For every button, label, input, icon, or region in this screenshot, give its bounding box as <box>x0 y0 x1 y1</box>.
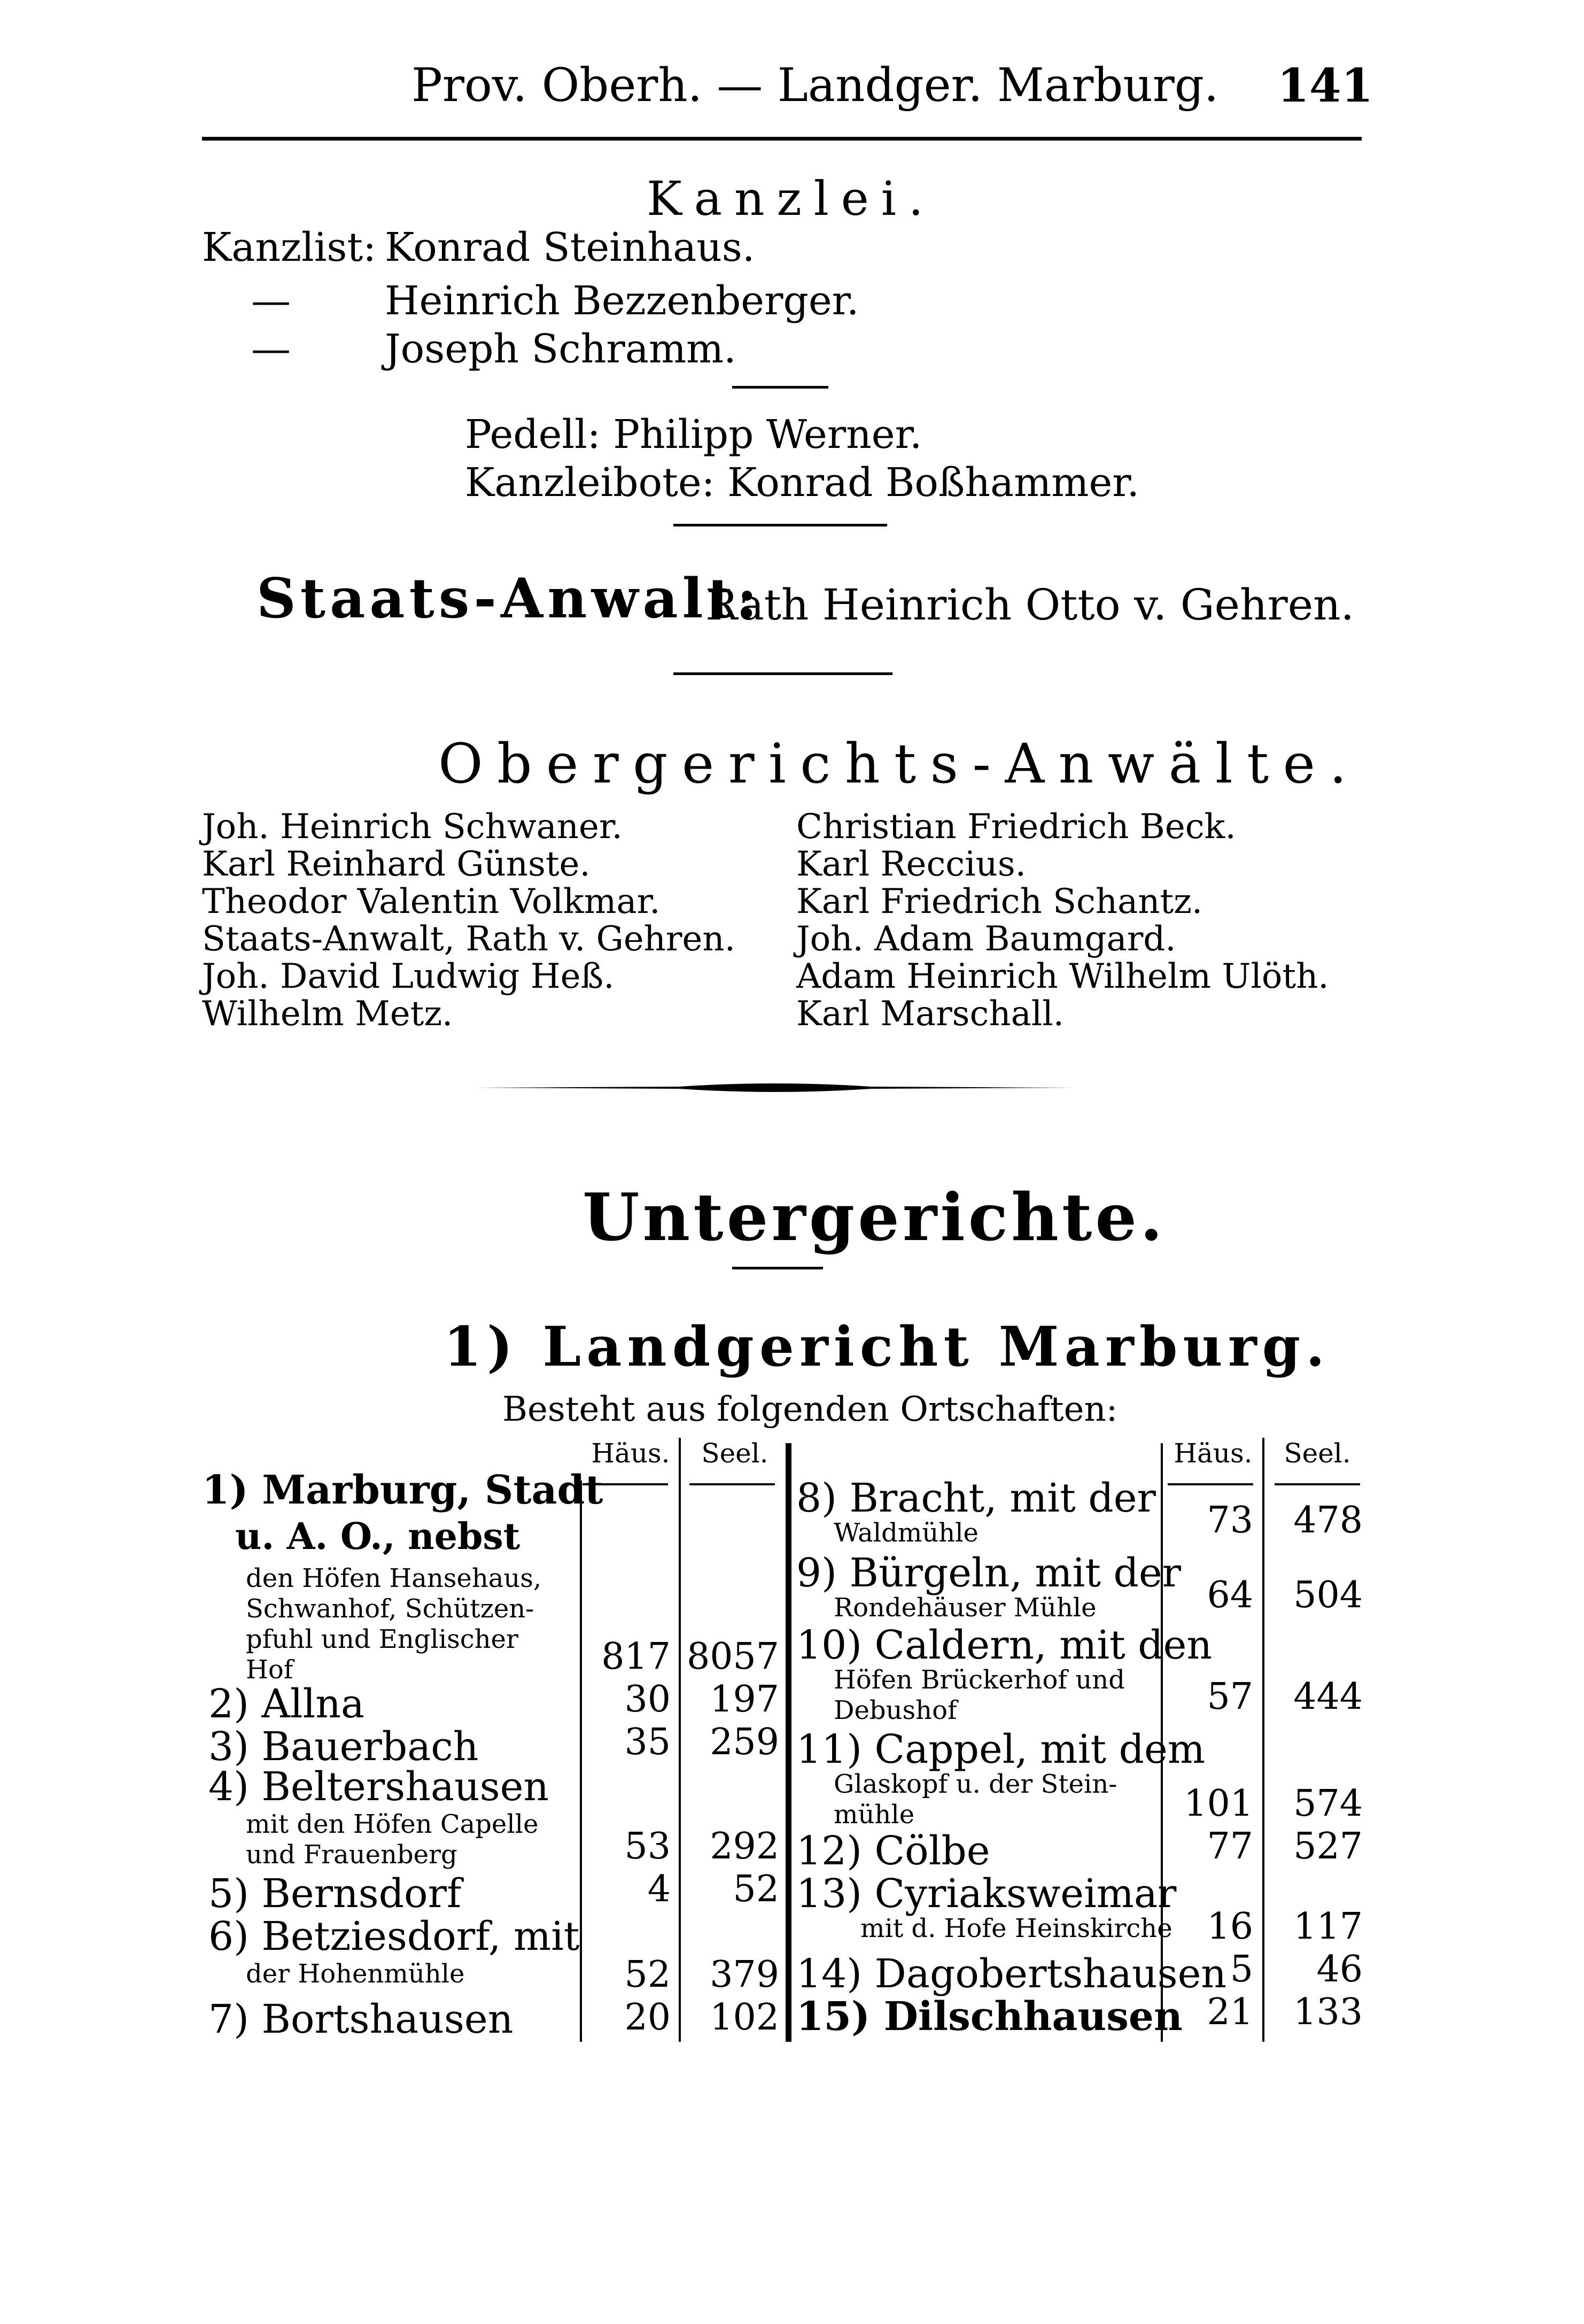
row-14-seelen: 46 <box>1316 1948 1363 1990</box>
rule-hline-left-2 <box>689 1483 775 1485</box>
row-11-sub-2: mühle <box>834 1800 915 1830</box>
anwalt-left-3: Theodor Valentin Volkmar. <box>202 882 661 921</box>
row-10-haeuser: 57 <box>1207 1676 1253 1718</box>
row-3-haeuser: 35 <box>624 1721 671 1763</box>
staatsanwalt-rule <box>673 672 892 675</box>
row-9-haeuser: 64 <box>1207 1574 1253 1616</box>
row-11-seelen: 574 <box>1293 1783 1363 1825</box>
anwalt-right-3: Karl Friedrich Schantz. <box>796 882 1203 921</box>
row-9-seelen: 504 <box>1293 1574 1363 1616</box>
row-14-haeuser: 5 <box>1230 1948 1253 1990</box>
row-11-name: 11) Cappel, mit dem <box>796 1726 1205 1772</box>
row-3-name: 3) Bauerbach <box>208 1724 479 1770</box>
rule-hline-right-2 <box>1275 1483 1360 1485</box>
row-10-sub-2: Debushof <box>834 1695 957 1725</box>
pedell: Pedell: Philipp Werner. <box>465 412 922 458</box>
col-head-haeuser-left: Häus. <box>591 1438 670 1469</box>
row-4-haeuser: 53 <box>624 1825 671 1868</box>
rule-vline-left-a <box>580 1481 582 2042</box>
rule-vline-left-b <box>679 1438 681 2042</box>
anwalt-left-6: Wilhelm Metz. <box>202 994 453 1034</box>
row-1-seelen: 8057 <box>686 1636 779 1678</box>
row-1-name: 1) Marburg, Stadt <box>202 1467 603 1513</box>
row-6-name: 6) Betziesdorf, mit <box>208 1914 580 1959</box>
kanzlist-name-2: Heinrich Bezzenberger. <box>385 278 859 324</box>
staatsanwalt-label: Staats-Anwalt: <box>257 567 762 631</box>
row-1-sub-5: Hof <box>246 1655 293 1685</box>
row-4-name: 4) Beltershausen <box>208 1764 549 1810</box>
row-7-name: 7) Bortshausen <box>208 1996 514 2042</box>
kanzleibote: Kanzleibote: Konrad Boßhammer. <box>465 460 1140 506</box>
row-8-haeuser: 73 <box>1207 1499 1253 1541</box>
row-6-seelen: 379 <box>710 1954 779 1996</box>
row-9-sub-1: Rondehäuser Mühle <box>834 1593 1097 1623</box>
kanzlei-divider <box>732 386 828 389</box>
kanzlist-role-2: — <box>251 278 291 324</box>
row-8-name: 8) Bracht, mit der <box>796 1475 1156 1521</box>
untergerichte-rule <box>732 1267 823 1269</box>
running-title: Prov. Oberh. — Landger. Marburg. <box>411 59 1219 112</box>
anwalt-left-1: Joh. Heinrich Schwaner. <box>202 807 623 847</box>
kanzlei-end-rule <box>673 524 887 526</box>
col-head-haeuser-right: Häus. <box>1174 1438 1253 1469</box>
row-4-sub-1: mit den Höfen Capelle <box>246 1809 539 1839</box>
anwalt-left-2: Karl Reinhard Günste. <box>202 845 591 884</box>
row-13-haeuser: 16 <box>1207 1905 1253 1948</box>
row-12-haeuser: 77 <box>1207 1825 1253 1868</box>
row-1-haeuser: 817 <box>601 1636 671 1678</box>
kanzlist-name-3: Joseph Schramm. <box>385 326 736 372</box>
col-head-seelen-left: Seel. <box>701 1438 768 1469</box>
row-2-haeuser: 30 <box>624 1678 671 1721</box>
rule-vline-center <box>786 1443 791 2042</box>
row-13-name: 13) Cyriaksweimar <box>796 1871 1177 1917</box>
row-12-name: 12) Cölbe <box>796 1828 990 1874</box>
anwalt-left-4: Staats-Anwalt, Rath v. Gehren. <box>202 919 735 959</box>
row-12-seelen: 527 <box>1293 1825 1363 1868</box>
row-5-seelen: 52 <box>733 1868 779 1910</box>
row-9-name: 9) Bürgeln, mit der <box>796 1550 1182 1596</box>
row-10-seelen: 444 <box>1293 1676 1363 1718</box>
kanzlist-role-1: Kanzlist: <box>202 224 377 270</box>
kanzlist-name-1: Konrad Steinhaus. <box>385 224 755 270</box>
row-1-sub-3: Schwanhof, Schützen- <box>246 1594 534 1624</box>
row-2-seelen: 197 <box>710 1678 779 1721</box>
row-13-seelen: 117 <box>1293 1905 1363 1948</box>
staatsanwalt-name: Rath Heinrich Otto v. Gehren. <box>705 580 1355 630</box>
row-10-sub-1: Höfen Brückerhof und <box>834 1665 1125 1695</box>
row-7-seelen: 102 <box>710 1996 779 2039</box>
row-15-haeuser: 21 <box>1207 1991 1253 2033</box>
header-rule <box>202 137 1362 141</box>
row-11-haeuser: 101 <box>1184 1783 1253 1825</box>
row-10-name: 10) Caldern, mit den <box>796 1622 1213 1668</box>
anwalt-right-2: Karl Reccius. <box>796 845 1026 884</box>
row-3-seelen: 259 <box>710 1721 779 1763</box>
intro-text: Besteht aus folgenden Ortschaften: <box>502 1390 1118 1429</box>
anwalt-left-5: Joh. David Ludwig Heß. <box>202 957 615 996</box>
page-number: 141 <box>1277 59 1373 113</box>
anwalt-right-1: Christian Friedrich Beck. <box>796 807 1236 847</box>
row-1-sub-2: den Höfen Hansehaus, <box>246 1563 542 1593</box>
row-6-sub-1: der Hohenmühle <box>246 1959 465 1989</box>
untergerichte-heading: Untergerichte. <box>583 1179 1166 1256</box>
row-5-name: 5) Bernsdorf <box>208 1871 462 1917</box>
anwalt-right-5: Adam Heinrich Wilhelm Ulöth. <box>796 957 1329 996</box>
row-1-sub-4: pfuhl und Englischer <box>246 1624 518 1654</box>
row-4-seelen: 292 <box>710 1825 779 1868</box>
anwalt-right-6: Karl Marschall. <box>796 994 1064 1034</box>
rule-hline-right-1 <box>1168 1483 1253 1485</box>
kanzlei-heading: Kanzlei. <box>647 171 936 226</box>
row-11-sub-1: Glaskopf u. der Stein- <box>834 1769 1117 1799</box>
row-15-name: 15) Dilschhausen <box>796 1994 1183 2040</box>
row-4-sub-2: und Frauenberg <box>246 1840 457 1870</box>
landgericht-heading: 1) Landgericht Marburg. <box>444 1315 1331 1379</box>
row-15-seelen: 133 <box>1293 1991 1363 2033</box>
row-8-seelen: 478 <box>1293 1499 1363 1541</box>
row-13-sub-1: mit d. Hofe Heinskirche <box>860 1914 1173 1943</box>
row-2-name: 2) Allna <box>208 1681 365 1727</box>
row-14-name: 14) Dagobertshausen <box>796 1951 1227 1997</box>
anwalt-right-4: Joh. Adam Baumgard. <box>796 919 1176 959</box>
row-6-haeuser: 52 <box>624 1954 671 1996</box>
rule-vline-right-b <box>1262 1438 1264 2042</box>
ornamental-rule <box>476 1077 1074 1098</box>
col-head-seelen-right: Seel. <box>1284 1438 1351 1469</box>
row-1-sub-1: u. A. O., nebst <box>235 1515 521 1558</box>
row-8-sub-1: Waldmühle <box>834 1518 979 1548</box>
kanzlist-role-3: — <box>251 326 291 372</box>
row-7-haeuser: 20 <box>624 1996 671 2039</box>
anwaelte-heading: Obergerichts-Anwälte. <box>438 732 1361 796</box>
row-5-haeuser: 4 <box>647 1868 671 1910</box>
